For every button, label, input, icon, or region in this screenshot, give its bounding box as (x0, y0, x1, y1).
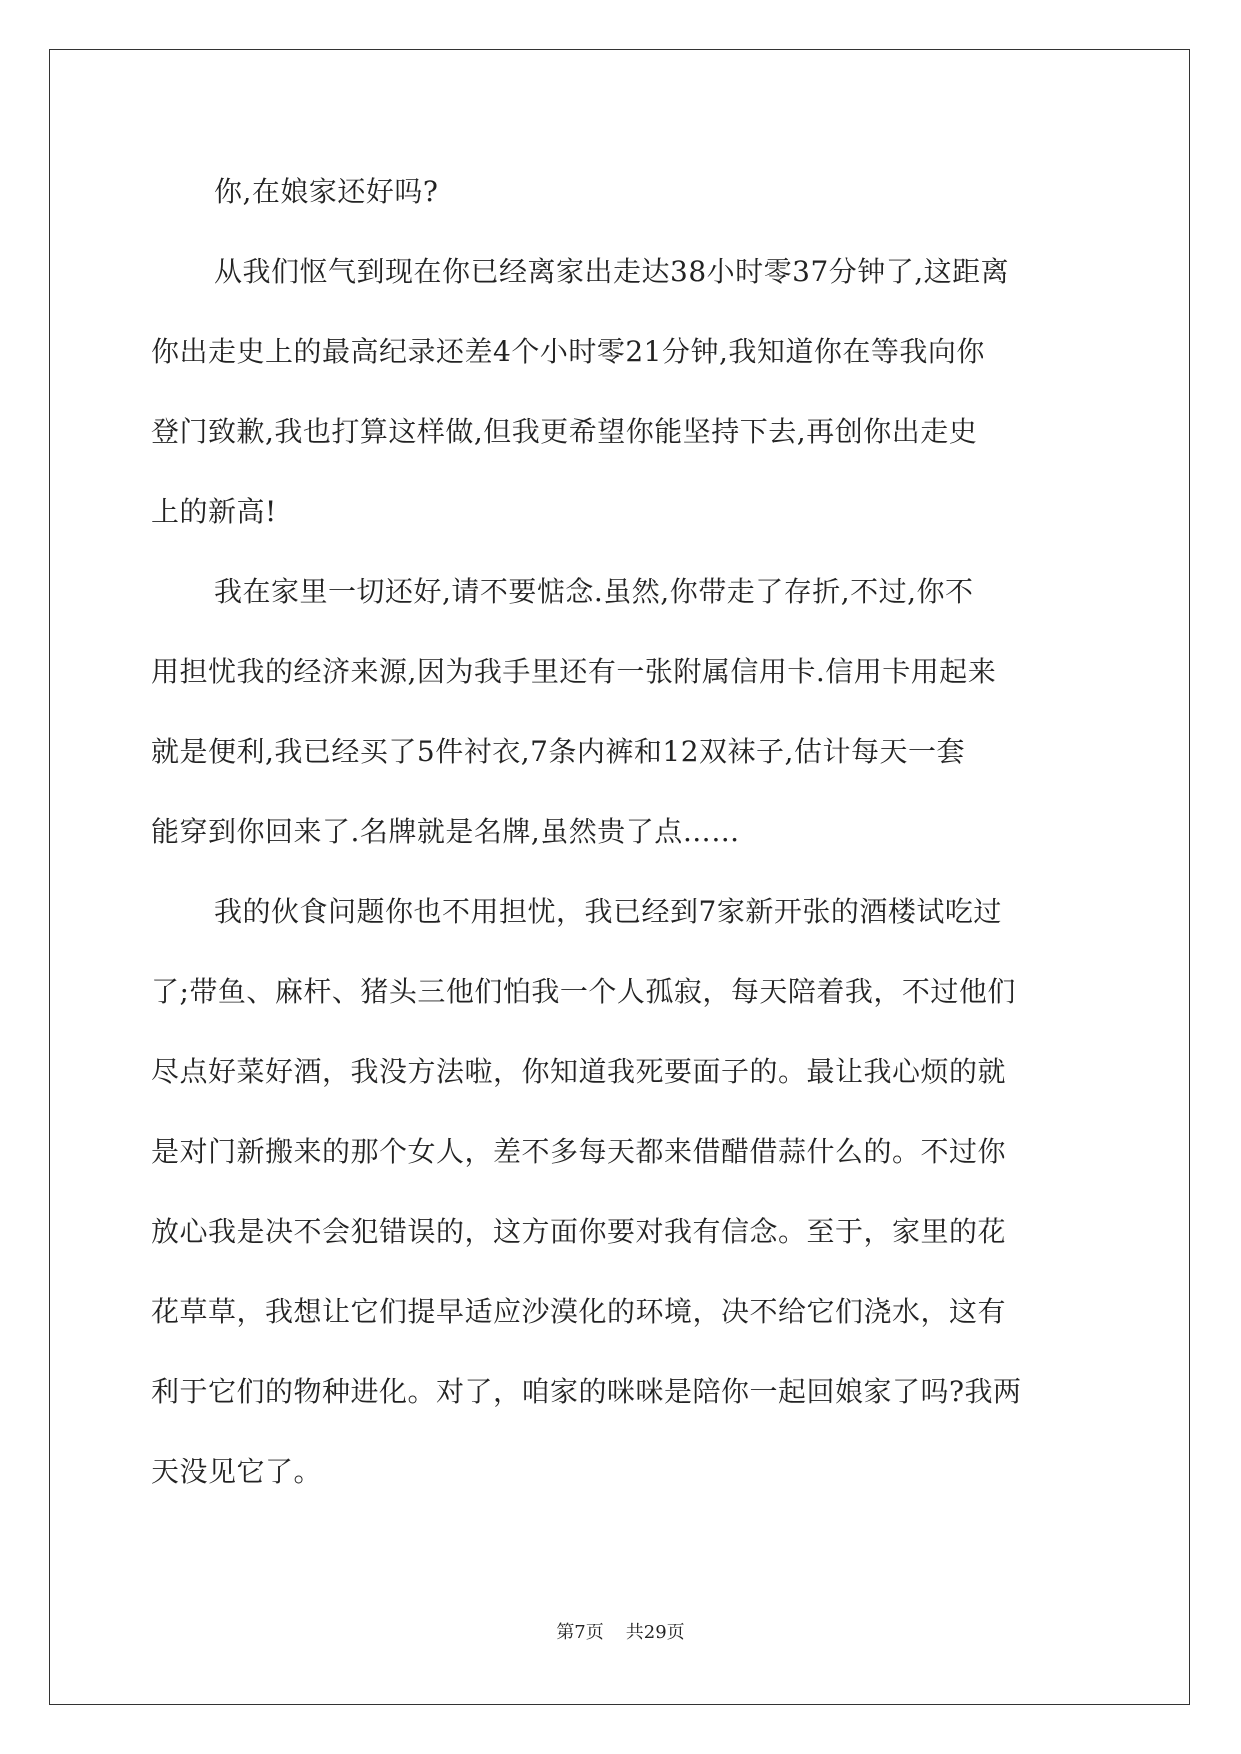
text-line: 你出走史上的最高纪录还差4个小时零21分钟,我知道你在等我向你 (151, 335, 985, 368)
text-line: 就是便利,我已经买了5件衬衣,7条内裤和12双袜子,估计每天一套 (151, 735, 965, 768)
text-line: 天没见它了。 (151, 1455, 323, 1488)
text-line: 能穿到你回来了.名牌就是名牌,虽然贵了点…… (151, 815, 740, 848)
text-line: 花草草，我想让它们提早适应沙漠化的环境，决不给它们浇水，这有 (151, 1295, 1007, 1328)
text-line: 放心我是决不会犯错误的，这方面你要对我有信念。至于，家里的花 (151, 1215, 1007, 1248)
page-total: 共29页 (625, 1622, 685, 1643)
text-line: 用担忧我的经济来源,因为我手里还有一张附属信用卡.信用卡用起来 (151, 655, 997, 688)
text-line: 利于它们的物种进化。对了，咱家的咪咪是陪你一起回娘家了吗?我两 (151, 1375, 1022, 1408)
page-number: 第7页 (556, 1622, 604, 1643)
text-line: 我的伙食问题你也不用担忧，我已经到7家新开张的酒楼试吃过 (214, 895, 1002, 928)
page-footer (0, 1618, 1241, 1644)
text-line: 了;带鱼、麻杆、猪头三他们怕我一个人孤寂，每天陪着我，不过他们 (151, 975, 1016, 1008)
text-line: 登门致歉,我也打算这样做,但我更希望你能坚持下去,再创你出走史 (151, 415, 978, 448)
text-line: 上的新高! (151, 495, 277, 528)
text-line: 尽点好菜好酒，我没方法啦，你知道我死要面子的。最让我心烦的就 (151, 1055, 1007, 1088)
text-line: 从我们怄气到现在你已经离家出走达38小时零37分钟了,这距离 (214, 255, 1010, 288)
text-line: 我在家里一切还好,请不要惦念.虽然,你带走了存折,不过,你不 (214, 575, 974, 608)
text-line: 是对门新搬来的那个女人，差不多每天都来借醋借蒜什么的。不过你 (151, 1135, 1007, 1168)
text-line: 你,在娘家还好吗? (214, 175, 439, 208)
